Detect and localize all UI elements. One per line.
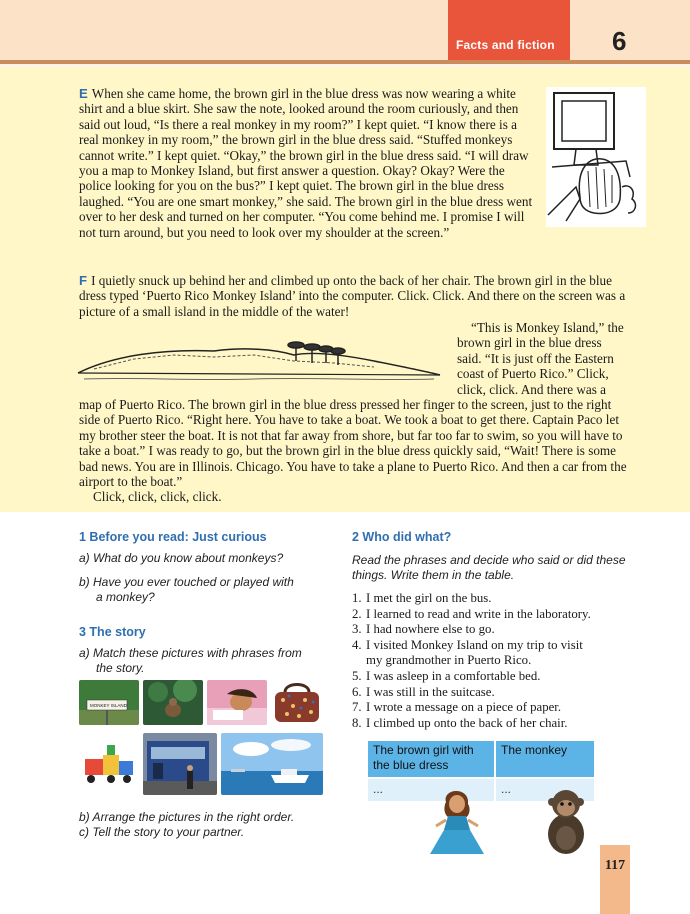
photo-toy-train (79, 733, 139, 791)
girl-figure-illustration (428, 786, 486, 856)
list-item: 1. I met the girl on the bus. (352, 591, 492, 605)
exercise-2-instructions-cont: things. Write them in the table. (352, 568, 515, 582)
table-cell-girl[interactable]: ... (368, 779, 494, 801)
paragraph-letter-f: F (79, 273, 88, 288)
list-item: my grandmother in Puerto Rico. (366, 653, 532, 668)
exercise-3c: c) Tell the story to your partner. (79, 825, 245, 839)
page-number-band (600, 845, 630, 914)
paragraph-e-text: When she came home, the brown girl in the blue dress was now wearing a white shirt and a blue skirt. She saw the note, looked around the room curiously, and then said out loud, “Is there a real monkey in my room?” I kept quiet. “I know there is a real monkey in my room,” the brown girl in the blue dress said. “Stuffed monkeys cannot write.” I kept quiet. “Okay,” the brown girl in the blue dress said. “I will draw you a map to Monkey Island, but first answer a question. Okay? Okay? Were the police looking for you on the bus?” I kept quiet. The brown girl in the blue dress laughed. “You are one smart monkey,” she said. The brown girl in the blue dress went over to her desk and turned on her computer. “You come behind me. I promise I will not turn around, but you need to look over my shoulder at the screen.” (79, 86, 533, 240)
exercise-3a: a) Match these pictures with phrases from (79, 646, 302, 660)
photo-boat-at-sea (221, 733, 323, 795)
list-item: 3. I had nowhere else to go. (352, 622, 495, 637)
list-item: 5. I was asleep in a comfortable bed. (352, 668, 541, 683)
photo-monkey-island-sign (79, 680, 139, 725)
exercise-2-instructions: Read the phrases and decide who said or did these (352, 553, 626, 567)
list-item: 8. I climbed up onto the back of her chair. (352, 715, 568, 730)
list-item: 7. I wrote a message on a piece of paper. (352, 700, 562, 715)
exercise-3a-cont: the story. (96, 661, 145, 675)
photo-child-sleeping (207, 680, 267, 725)
paragraph-f-text-1: I quietly snuck up behind her and climbed up onto the back of her chair. The brown girl in the blue dress typed ‘Puerto Rico Monkey Island’ into the computer. Click. Click. And there on the screen was a picture of a small island in the middle of the water! (79, 273, 626, 319)
exercise-1-title: 1 Before you read: Just curious (79, 530, 267, 544)
paragraph-f-part-2: “This is Monkey Island,” the brown girl in the blue dress said. “It is just off the Eastern coast of Puerto Rico.” Click, click, click. And there was a (457, 320, 624, 397)
paragraph-letter-e: E (79, 86, 88, 101)
header-rule (0, 60, 690, 64)
monkey-figure-illustration (542, 784, 590, 856)
exercise-2-title: 2 Who did what? (352, 530, 452, 544)
chapter-number: 6 (612, 26, 627, 56)
page-number: 117 (604, 858, 626, 873)
photo-monkey-in-trees (143, 680, 203, 725)
list-item: 2. I learned to read and write in the laboratory. (352, 606, 591, 621)
paragraph-f (79, 273, 627, 319)
exercise-1a: a) What do you know about monkeys? (79, 551, 284, 565)
exercise-1b-cont: a monkey? (96, 590, 155, 604)
table-cell-monkey[interactable]: ... (496, 779, 594, 801)
table-header-monkey: The monkey (496, 741, 594, 777)
list-item: 4. I visited Monkey Island on my trip to visit (352, 637, 583, 652)
table-header-girl: The brown girl with the blue dress (368, 741, 494, 777)
paragraph-f-part-4: Click, click, click, click. (93, 489, 222, 504)
exercise-3-title: 3 The story (79, 625, 146, 639)
phrase-list (352, 591, 591, 731)
exercise-1b: b) Have you ever touched or played with (79, 575, 294, 589)
girl-at-computer-illustration (546, 87, 646, 227)
exercise-3b: b) Arrange the pictures in the right order. (79, 810, 295, 824)
paragraph-f-part-3: map of Puerto Rico. The brown girl in the blue dress pressed her finger to the screen, just to the right side of Puerto Rico. “Right here. You have to take a boat. We took a boat to get there. Captain Paco let my brother steer the boat. It is not that far away from shore, but far too far to swim, so you will have to take a boat.” I was ready to go, but the brown girl in the blue dress quickly said, “Wait! There is some bad news. You are in Illinois. Chicago. You have to take a plane to Puerto Rico. And then a car from the airport to the boat.” (79, 397, 627, 490)
sign-text: MONKEY ISLAND (90, 703, 127, 708)
paragraph-e (79, 86, 534, 240)
list-item: 6. I was still in the suitcase. (352, 684, 495, 699)
section-label: Facts and fiction (456, 38, 555, 52)
page-header-bar (0, 0, 690, 60)
photo-suitcase-bag (271, 680, 323, 725)
photo-city-bus (143, 733, 217, 795)
monkey-island-illustration (74, 325, 444, 387)
